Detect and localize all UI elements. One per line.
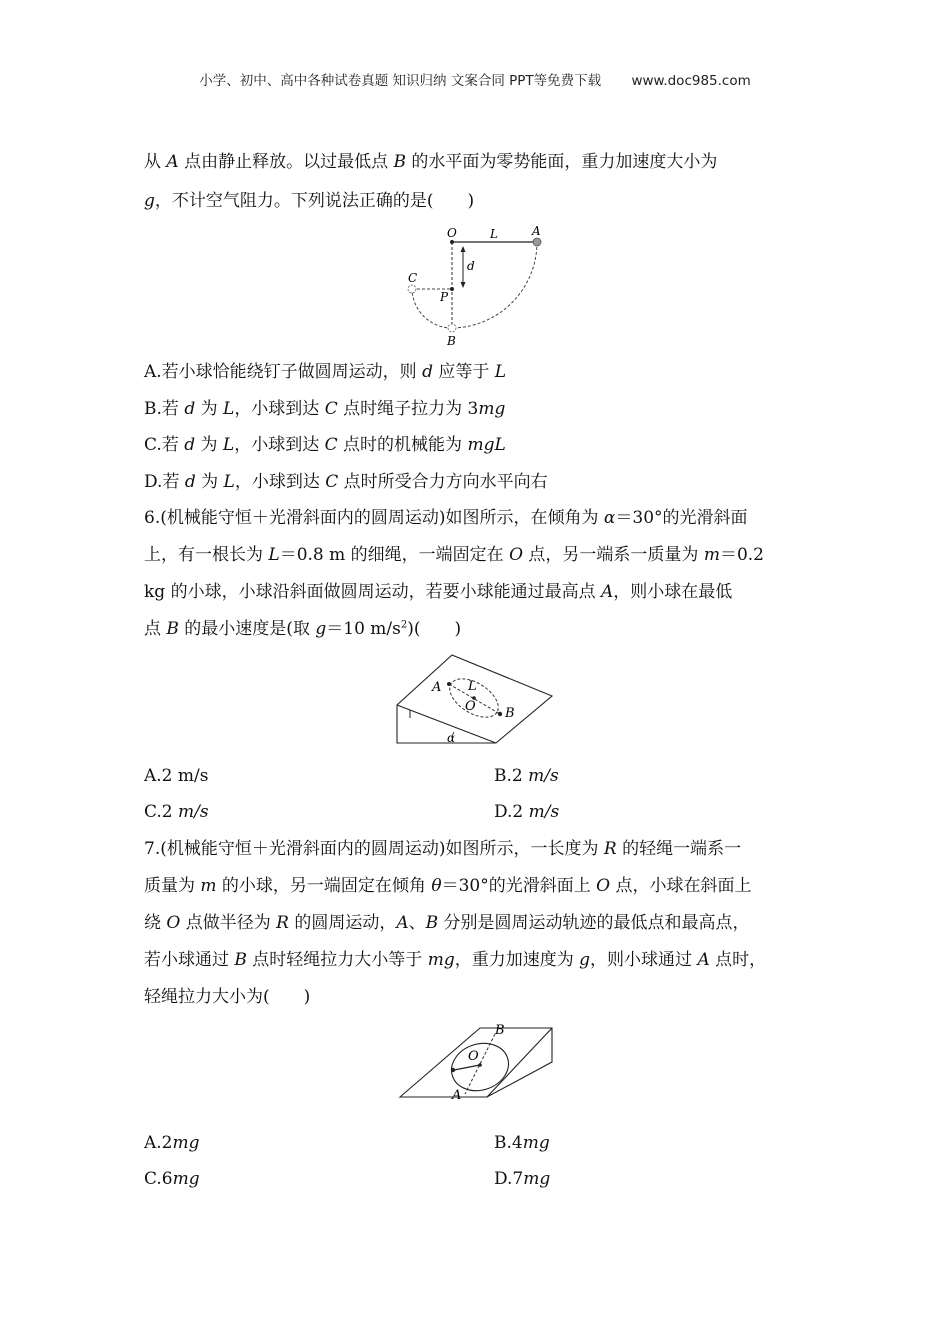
q7-stem-line-1: 7.(机械能守恒＋光滑斜面内的圆周运动)如图所示，一长度为 R 的轻绳一端系一	[144, 839, 742, 859]
q6-option-d[interactable]: D.2 m/s	[494, 802, 560, 822]
header-site-link[interactable]: www.doc985.com	[631, 73, 751, 89]
label-B: B	[447, 334, 456, 348]
ball-A	[533, 238, 541, 246]
q6-option-b[interactable]: B.2 m/s	[494, 766, 559, 786]
rope-OR	[454, 1065, 480, 1070]
q6-stem-line-2: 上，有一根长为 L＝0.8 m 的细绳，一端固定在 O 点，另一端系一质量为 m＝0.2	[144, 545, 764, 565]
q7-option-a[interactable]: A.2mg	[144, 1133, 200, 1153]
q5-option-b[interactable]: B.若 d 为 L，小球到达 C 点时绳子拉力为 3mg	[144, 399, 506, 419]
label-O: O	[447, 226, 457, 240]
header-text: 小学、初中、高中各种试卷真题 知识归纳 文案合同 PPT等免费下载	[199, 73, 602, 89]
label-A: A	[532, 225, 541, 238]
q6-stem-line-4: 点 B 的最小速度是(取 g＝10 $m/s^2$)( )	[144, 619, 462, 639]
label-alpha: α	[447, 731, 456, 745]
q6-option-c[interactable]: C.2 m/s	[144, 802, 209, 822]
label-L: L	[468, 679, 477, 694]
point-O	[450, 240, 454, 244]
q7-option-d[interactable]: D.7mg	[494, 1169, 551, 1189]
ball-B	[448, 324, 456, 332]
q5-option-a[interactable]: A.若小球恰能绕钉子做圆周运动，则 d 应等于 L	[144, 362, 507, 382]
q6-option-a[interactable]: A.2 m/s	[144, 766, 209, 786]
q6-stem-line-1: 6.(机械能守恒＋光滑斜面内的圆周运动)如图所示，在倾角为 α＝30°的光滑斜面	[144, 508, 748, 528]
label-A: A	[452, 1088, 462, 1102]
label-O: O	[465, 699, 476, 714]
point-O	[478, 1063, 482, 1067]
q5-figure	[400, 225, 550, 350]
q5-option-c[interactable]: C.若 d 为 L，小球到达 C 点时的机械能为 mgL	[144, 435, 506, 455]
label-d: d	[467, 259, 475, 273]
q7-option-b[interactable]: B.4mg	[494, 1133, 550, 1153]
ball	[451, 1068, 455, 1072]
q7-stem-line-5: 轻绳拉力大小为( )	[144, 987, 311, 1007]
q6-figure	[392, 648, 562, 748]
q5-stem-line-2: g，不计空气阻力。下列说法正确的是( )	[144, 191, 475, 211]
label-B: B	[495, 1023, 505, 1038]
label-P: P	[440, 290, 449, 304]
q7-option-c[interactable]: C.6mg	[144, 1169, 200, 1189]
nail-P	[450, 287, 454, 291]
label-L: L	[490, 227, 498, 241]
label-O: O	[468, 1049, 479, 1064]
q7-stem-line-3: 绕 O 点做半径为 R 的圆周运动，A、B 分别是圆周运动轨迹的最低点和最高点，	[144, 913, 750, 933]
q7-figure	[392, 1020, 562, 1102]
ball-C	[408, 285, 416, 293]
label-A: A	[432, 680, 442, 695]
q5-stem-line-1: 从 A 点由静止释放。以过最低点 B 的水平面为零势能面，重力加速度大小为	[144, 152, 718, 172]
q5-option-d[interactable]: D.若 d 为 L，小球到达 C 点时所受合力方向水平向右	[144, 472, 548, 492]
ball-B	[498, 712, 502, 716]
label-C: C	[408, 271, 418, 285]
arc-A-to-B	[452, 242, 537, 328]
ball-A	[447, 682, 451, 686]
q7-stem-line-4: 若小球通过 B 点时轻绳拉力大小等于 mg，重力加速度为 g，则小球通过 A 点时，	[144, 950, 767, 970]
q6-stem-line-3: kg 的小球，小球沿斜面做圆周运动，若要小球能通过最高点 A，则小球在最低	[144, 582, 733, 602]
q7-stem-line-2: 质量为 m 的小球，另一端固定在倾角 θ＝30°的光滑斜面上 O 点，小球在斜面上	[144, 876, 752, 896]
label-B: B	[505, 706, 515, 721]
page-header	[0, 69, 950, 89]
